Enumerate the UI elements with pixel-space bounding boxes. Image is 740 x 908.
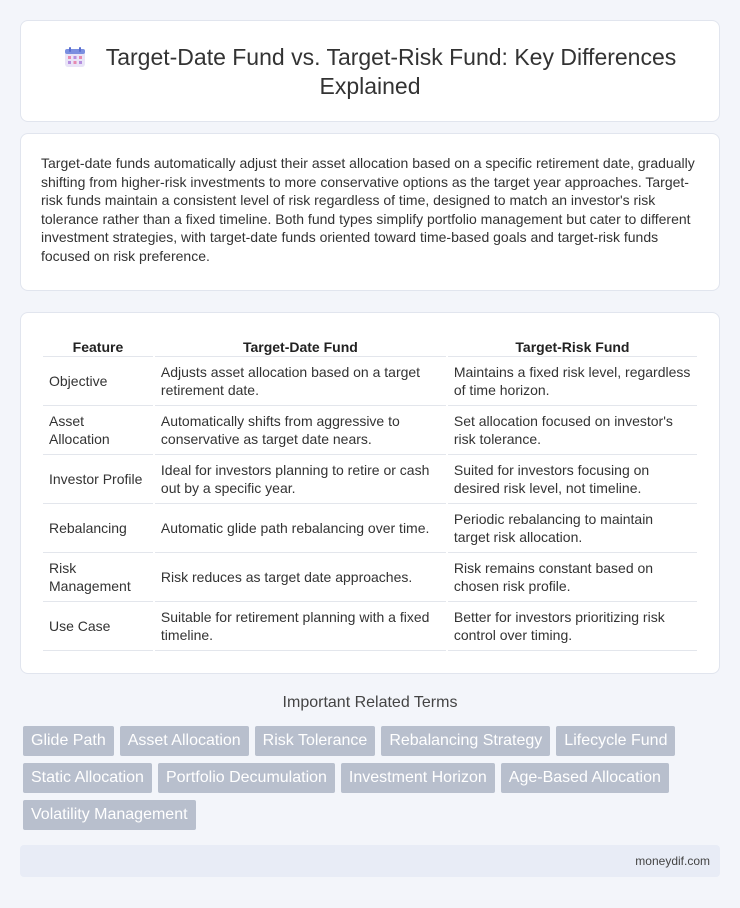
tag-risk-tolerance[interactable]: Risk Tolerance bbox=[255, 726, 376, 756]
table-row bbox=[43, 357, 697, 406]
table-header-row bbox=[43, 333, 697, 357]
cell-target-risk: Better for investors prioritizing risk control over timing. bbox=[448, 602, 697, 651]
cell-target-date: Suitable for retirement planning with a fixed timeline. bbox=[155, 602, 446, 651]
cell-target-risk: Risk remains constant based on chosen risk profile. bbox=[448, 553, 697, 602]
cell-target-risk: Periodic rebalancing to maintain target risk allocation. bbox=[448, 504, 697, 553]
title-card bbox=[20, 20, 720, 122]
table-row bbox=[43, 455, 697, 504]
cell-target-date: Automatic glide path rebalancing over time. bbox=[155, 504, 446, 553]
intro-card bbox=[20, 133, 720, 291]
comparison-card bbox=[20, 312, 720, 674]
intro-paragraph: Target-date funds automatically adjust their asset allocation based on a specific retirement date, gradually shifting from higher-risk investments to more conservative options as the target year approaches. Target-risk funds maintain a consistent level of risk regardless of time, designed to match an investor's risk tolerance rather than a fixed timeline. Both fund types simplify portfolio management but cater to different investment strategies, with target-date funds oriented toward time-based goals and target-risk funds focused on risk preference. bbox=[41, 155, 695, 264]
tag-glide-path[interactable]: Glide Path bbox=[23, 726, 114, 756]
header-feature: Feature bbox=[43, 333, 153, 357]
cell-feature: Risk Management bbox=[43, 553, 153, 602]
cell-feature: Use Case bbox=[43, 602, 153, 651]
footer-bar bbox=[20, 845, 720, 877]
cell-target-risk: Maintains a fixed risk level, regardless of time horizon. bbox=[448, 357, 697, 406]
cell-feature: Investor Profile bbox=[43, 455, 153, 504]
header-target-risk: Target-Risk Fund bbox=[448, 333, 697, 357]
tag-asset-allocation[interactable]: Asset Allocation bbox=[120, 726, 249, 756]
tag-static-allocation[interactable]: Static Allocation bbox=[23, 763, 152, 793]
cell-target-risk: Suited for investors focusing on desired risk level, not timeline. bbox=[448, 455, 697, 504]
table-row bbox=[43, 553, 697, 602]
tag-portfolio-decumulation[interactable]: Portfolio Decumulation bbox=[158, 763, 335, 793]
cell-feature: Asset Allocation bbox=[43, 406, 153, 455]
tag-rebalancing-strategy[interactable]: Rebalancing Strategy bbox=[381, 726, 550, 756]
related-terms-title: Important Related Terms bbox=[282, 694, 458, 711]
cell-feature: Rebalancing bbox=[43, 504, 153, 553]
page-title-wrap bbox=[21, 43, 719, 101]
footer-site[interactable]: moneydif.com bbox=[635, 854, 710, 868]
cell-feature: Objective bbox=[43, 357, 153, 406]
tag-age-based-allocation[interactable]: Age-Based Allocation bbox=[501, 763, 669, 793]
table-row bbox=[43, 406, 697, 455]
page-title: Target-Date Fund vs. Target-Risk Fund: Key Differences Explained bbox=[105, 44, 677, 99]
header-target-date: Target-Date Fund bbox=[155, 333, 446, 357]
cell-target-date: Adjusts asset allocation based on a target retirement date. bbox=[155, 357, 446, 406]
tag-investment-horizon[interactable]: Investment Horizon bbox=[341, 763, 495, 793]
calendar-icon bbox=[64, 46, 86, 68]
cell-target-date: Ideal for investors planning to retire or cash out by a specific year. bbox=[155, 455, 446, 504]
cell-target-date: Risk reduces as target date approaches. bbox=[155, 553, 446, 602]
table-row bbox=[43, 602, 697, 651]
cell-target-date: Automatically shifts from aggressive to conservative as target date nears. bbox=[155, 406, 446, 455]
related-terms-list bbox=[23, 726, 723, 837]
table-row bbox=[43, 504, 697, 553]
tag-lifecycle-fund[interactable]: Lifecycle Fund bbox=[556, 726, 675, 756]
comparison-table bbox=[41, 333, 699, 651]
tag-volatility-management[interactable]: Volatility Management bbox=[23, 800, 196, 830]
cell-target-risk: Set allocation focused on investor's risk tolerance. bbox=[448, 406, 697, 455]
